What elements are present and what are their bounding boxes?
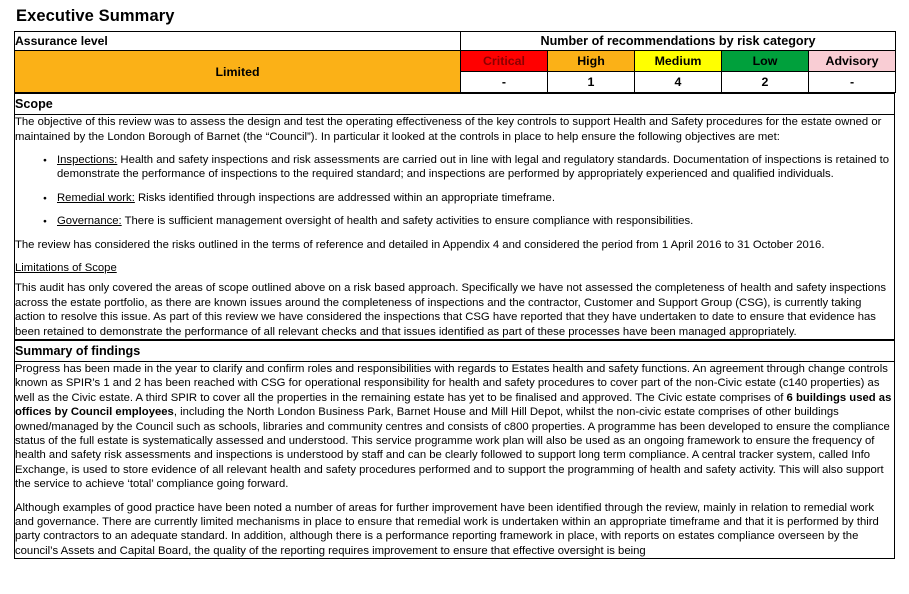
scope-heading: Scope	[15, 94, 895, 115]
risk-category-advisory: Advisory	[809, 51, 896, 72]
risk-category-medium: Medium	[635, 51, 722, 72]
risk-category-low: Low	[722, 51, 809, 72]
bullet-lead: Governance:	[57, 215, 122, 228]
bullet-lead: Inspections:	[57, 153, 118, 166]
assurance-level-value: Limited	[15, 51, 461, 93]
list-item	[43, 191, 894, 205]
list-item	[43, 153, 894, 182]
findings-paragraph-2: Although examples of good practice have been noted a number of areas for further improvement have been identified through the review, mainly in relation to remedial work and governance. There are currently limited mechanisms in place to ensure that remedial work is undertaken within an appropriate timeframe and that it is performed by third party contractors to an adequate standard. In addition, although there is a performance reporting framework in place, with reports on estates compliance overseen by the council’s Assets and Capital Board, the quality of the reporting requires improvement to ensure that effective oversight is being	[15, 501, 879, 557]
scope-heading-row	[15, 94, 895, 115]
findings-body	[15, 362, 895, 559]
table-row-headers	[15, 32, 896, 51]
page-title: Executive Summary	[16, 7, 175, 25]
table-row-risk-categories	[15, 51, 896, 72]
scope-period-note: The review has considered the risks outlined in the terms of reference and detailed in Appendix 4 and considered the period from 1 April 2016 to 31 October 2016.	[15, 238, 825, 251]
findings-heading: Summary of findings	[15, 341, 895, 362]
list-item	[43, 214, 894, 228]
count-high: 1	[548, 72, 635, 93]
assurance-level-header: Assurance level	[15, 32, 461, 51]
count-advisory: -	[809, 72, 896, 93]
bullet-text: There is sufficient management oversight of health and safety activities to ensure compliance with responsibilities.	[121, 215, 694, 228]
bullet-text: Health and safety inspections and risk assessments are carried out in line with legal and regulatory standards. Documentation of inspections is retained to demonstrate the performance of inspections to the required standard; and inspections are performed by appropriately experienced and qualified individuals.	[57, 153, 890, 181]
risk-category-critical: Critical	[461, 51, 548, 72]
scope-body-row	[15, 115, 895, 340]
findings-heading-row	[15, 341, 895, 362]
scope-intro: The objective of this review was to assess the design and test the operating effectiveness of the key controls to support Health and Safety procedures for the estate owned or maintained by the London Borough of Barnet (the “Council”). In particular it looked at the controls in place to help ensure the following objectives are met:	[15, 116, 882, 143]
bullet-lead: Remedial work:	[57, 191, 135, 204]
count-medium: 4	[635, 72, 722, 93]
findings-p1-part2: , including the North London Business Park, Barnet House and Mill Hill Depot, whilst the non-civic estate comprises of other buildings owned/managed by the Council such as schools, libraries and community centres and consists of c800 properties. A programme has been developed to ensure the compliance status of the full estate is systematically assessed and understood. This service programme work plan will also be used as an ongoing framework to ensure the frequency of health and safety risk assessments and inspections is understood by staff and can be clearly followed to support long term compliance. A central tracker system, called Info Exchange, is used to store evidence of all relevant health and safety procedures performed and to support the programming of health and safety activity. This will also support the service to achieve ‘total’ compliance going forward.	[15, 406, 890, 491]
count-critical: -	[461, 72, 548, 93]
assurance-summary-table	[14, 31, 896, 93]
count-low: 2	[722, 72, 809, 93]
scope-body	[15, 115, 895, 340]
findings-body-row	[15, 362, 895, 559]
findings-p1-bold: 6 buildings used as offices by Council employees	[15, 391, 892, 419]
bullet-text: Risks identified through inspections are addressed within an appropriate timeframe.	[134, 191, 555, 204]
recommendations-header: Number of recommendations by risk category	[461, 32, 896, 51]
scope-objectives-list	[15, 153, 894, 229]
findings-p1-part1: Progress has been made in the year to clarify and confirm roles and responsibilities with regards to Estates health and safety functions. An agreement through change controls known as SPIR’s 1 and 2 has been reached with CSG for operational responsibility for health and safety procedures to cover part of the non-Civic estate (c140 properties) as well as the Civic estate. A third SPIR to cover all the properties in the remaining estate has yet to be finalised and approved. The Civic estate comprises of	[15, 363, 888, 404]
limitations-of-scope-heading: Limitations of Scope	[15, 261, 117, 274]
risk-category-high: High	[548, 51, 635, 72]
findings-paragraph-1	[15, 362, 894, 492]
scope-table	[14, 93, 895, 340]
findings-table	[14, 340, 895, 559]
limitations-of-scope-text: This audit has only covered the areas of scope outlined above on a risk based approach. Specifically we have not assessed the completeness of health and safety inspections across the estate portfolio, as there are known issues around the completeness of inspections and the contractor, Customer and Support Group (CSG), is currently taking action to resolve this issue. As part of this review we have considered the inspections that CSG have reported that they have undertaken to date to ensure that evidence has been retained to demonstrate the performance of all relevant checks and that issues identified as part of these processes have been managed appropriately.	[15, 282, 887, 338]
